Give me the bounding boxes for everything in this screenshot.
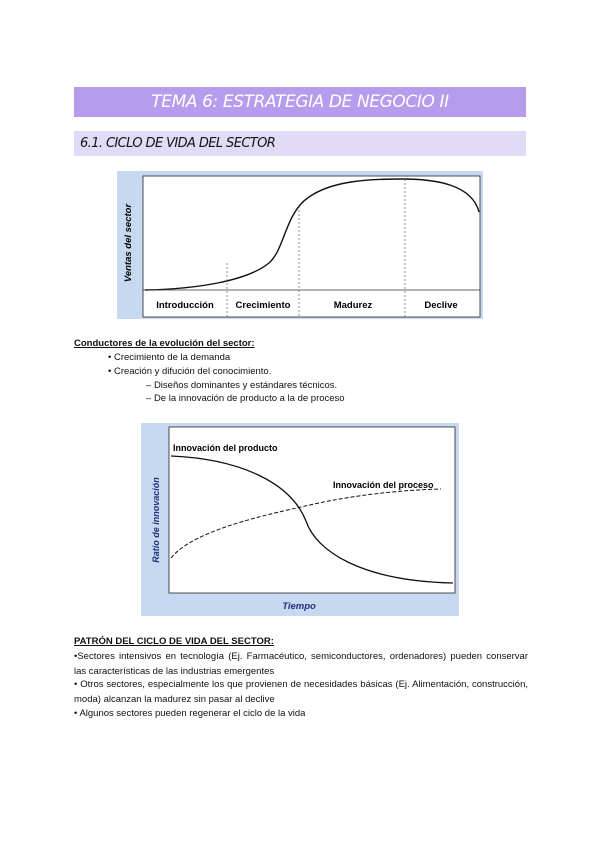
section-title: 6.1. CICLO DE VIDA DEL SECTOR bbox=[74, 131, 526, 156]
pattern-heading: PATRÓN DEL CICLO DE VIDA DEL SECTOR: bbox=[74, 636, 274, 647]
list-subitem-text: Diseños dominantes y estándares técnicos. bbox=[153, 380, 338, 391]
stage-label: Declive bbox=[424, 300, 458, 311]
page-title: TEMA 6: ESTRATEGIA DE NEGOCIO II bbox=[74, 87, 526, 117]
stage-label: Madurez bbox=[333, 300, 373, 311]
life-cycle-figure bbox=[117, 171, 483, 319]
list-subitem: – Diseños dominantes y estándares técnicos. bbox=[146, 380, 338, 391]
stage-label: Crecimiento bbox=[235, 300, 291, 311]
list-item: • Crecimiento de la demanda bbox=[108, 352, 231, 363]
series-label: Innovación del producto bbox=[173, 443, 278, 453]
x-axis-label: Tiempo bbox=[282, 601, 316, 612]
drivers-heading: Conductores de la evolución del sector: bbox=[74, 338, 255, 349]
series-label: Innovación del proceso bbox=[333, 480, 434, 490]
list-item-text: Crecimiento de la demanda bbox=[113, 352, 231, 363]
list-item-text: Creación y difución del conocimiento. bbox=[113, 366, 272, 377]
innovation-figure bbox=[141, 423, 459, 616]
list-subitem-text: De la innovación de producto a la de proceso bbox=[153, 393, 345, 404]
list-subitem: – De la innovación de producto a la de proceso bbox=[146, 393, 345, 404]
y-axis-label: Ventas del sector bbox=[123, 203, 134, 283]
y-axis-label: Ratio de innovación bbox=[151, 477, 161, 563]
pattern-item: • Algunos sectores pueden regenerar el ciclo de la vida bbox=[74, 708, 306, 719]
pattern-item: •Sectores intensivos en tecnología (Ej. Farmacéutico, semiconductores, ordenadores) pueden conservar las características de las industrias emergentes bbox=[74, 651, 528, 677]
list-item: • Creación y difución del conocimiento. bbox=[108, 366, 272, 377]
pattern-item: • Otros sectores, especialmente los que provienen de necesidades básicas (Ej. Alimentación, construcción, moda) alcanzan la madurez sin pasar al declive bbox=[74, 679, 528, 705]
stage-label: Introducción bbox=[156, 300, 214, 311]
